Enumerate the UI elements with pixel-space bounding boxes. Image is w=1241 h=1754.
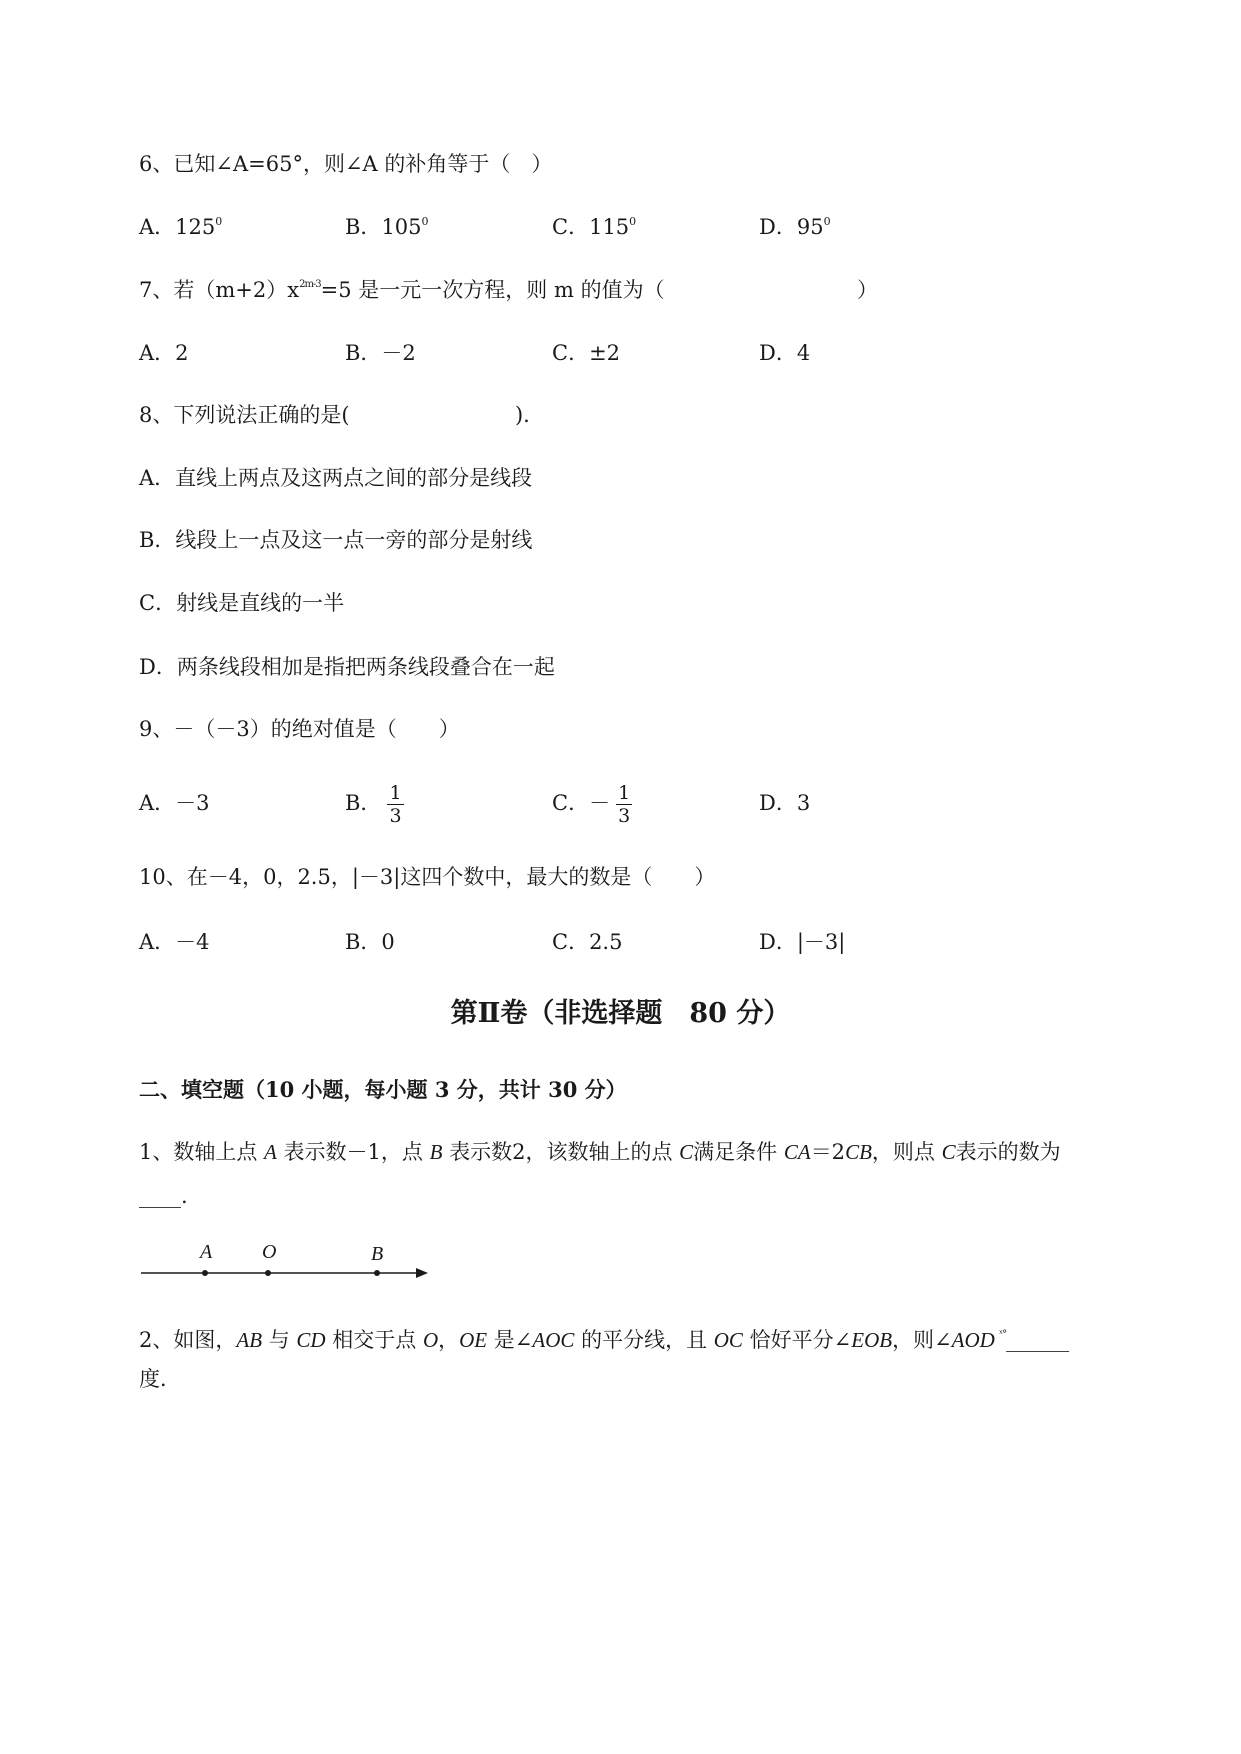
- text: 是: [487, 1328, 515, 1352]
- question-10-option-b: B．0: [345, 930, 395, 954]
- option-label: C．: [552, 215, 590, 239]
- angle-label: ∠AOD: [934, 1328, 995, 1352]
- fraction-denominator: 3: [618, 805, 631, 827]
- question-10-stem: 10、在－4，0，2.5，|－3|这四个数中，最大的数是（ ）: [139, 865, 716, 889]
- text: 与: [262, 1328, 297, 1352]
- point-a-label: A: [200, 1241, 213, 1263]
- line-label: CD: [296, 1328, 326, 1352]
- angle-label: ∠AOC: [514, 1328, 575, 1352]
- text: ，则点: [871, 1140, 942, 1164]
- question-6-option-d: [759, 215, 831, 239]
- text: ＝2: [810, 1140, 846, 1164]
- fraction: [387, 782, 403, 827]
- question-7-close-paren: ）: [857, 278, 878, 302]
- question-7-option-a: A．2: [139, 341, 189, 365]
- question-7-option-c: C．±2: [552, 341, 621, 365]
- option-label: D．: [759, 215, 797, 239]
- fill-question-1-stem: [139, 1140, 1061, 1164]
- question-6-stem: 6、已知∠A=65°，则∠A 的补角等于（ ）: [139, 152, 553, 176]
- garbled-mark: ˣ°: [998, 1329, 1007, 1340]
- question-8-option-b: B．线段上一点及这一点一旁的部分是射线: [139, 528, 533, 552]
- point-label: O: [422, 1328, 439, 1352]
- text: 的平分线，且: [574, 1328, 714, 1352]
- option-label: C．－: [552, 791, 611, 815]
- fraction: [616, 782, 632, 827]
- point-o-dot: [265, 1270, 271, 1276]
- point-label: A: [264, 1140, 277, 1164]
- question-10-option-d: D．|－3|: [759, 930, 846, 954]
- question-8-stem: 8、下列说法正确的是(: [139, 403, 350, 427]
- question-6-option-b: [345, 215, 429, 239]
- point-label: C: [941, 1140, 956, 1164]
- ray-label: OC: [713, 1328, 743, 1352]
- point-b-dot: [374, 1270, 380, 1276]
- text: 满足条件: [693, 1140, 784, 1164]
- question-8-option-a: A．直线上两点及这两点之间的部分是线段: [139, 466, 533, 490]
- degree-sup: 0: [823, 215, 831, 228]
- angle-label: ∠EOB: [833, 1328, 893, 1352]
- text: 恰好平分: [742, 1328, 834, 1352]
- option-value: 105: [381, 215, 422, 239]
- fraction-numerator: 1: [618, 782, 631, 804]
- point-label: B: [429, 1140, 443, 1164]
- question-9-option-b: [345, 770, 404, 836]
- option-label: B．: [345, 791, 382, 815]
- text: 表示数－1，点: [276, 1140, 430, 1164]
- question-9-stem: 9、－（－3）的绝对值是（ ）: [139, 717, 460, 741]
- option-value: 115: [589, 215, 630, 239]
- degree-sup: 0: [421, 215, 429, 228]
- number-line-figure: [130, 1238, 440, 1288]
- degree-sup: 0: [629, 215, 637, 228]
- question-10-option-a: A．－4: [139, 930, 210, 954]
- question-8-option-c: C．射线是直线的一半: [139, 591, 345, 615]
- question-7-stem: [139, 278, 665, 302]
- question-9-option-d: D．3: [759, 791, 811, 815]
- point-o-label: O: [262, 1241, 277, 1263]
- option-value: 95: [796, 215, 824, 239]
- answer-blank: ______: [1006, 1328, 1070, 1352]
- point-label: C: [679, 1140, 694, 1164]
- question-6-option-c: [552, 215, 636, 239]
- question-7-option-b: B．－2: [345, 341, 416, 365]
- text: 表示的数为: [955, 1140, 1061, 1164]
- text: 2、如图，: [139, 1328, 237, 1352]
- text: 表示数2，该数轴上的点: [442, 1140, 680, 1164]
- text: 1、数轴上点: [139, 1140, 265, 1164]
- text: ，: [438, 1328, 460, 1352]
- segment-label: CA: [783, 1140, 811, 1164]
- line-label: AB: [236, 1328, 263, 1352]
- question-7-option-d: D．4: [759, 341, 811, 365]
- segment-label: CB: [845, 1140, 872, 1164]
- stem-before: 7、若（m+2）x: [139, 278, 300, 302]
- fraction-denominator: 3: [389, 805, 402, 827]
- question-9-option-c: [552, 770, 632, 836]
- ray-label: OE: [459, 1328, 488, 1352]
- question-8-option-d: D．两条线段相加是指把两条线段叠合在一起: [139, 655, 555, 679]
- point-b-label: B: [371, 1243, 384, 1265]
- option-label: A．: [139, 215, 176, 239]
- question-6-option-a: [139, 215, 222, 239]
- text: ，则: [892, 1328, 935, 1352]
- degree-sup: 0: [215, 215, 223, 228]
- fraction-numerator: 1: [389, 782, 402, 804]
- point-a-dot: [202, 1270, 208, 1276]
- part-2-title: 第Ⅱ卷（非选择题 80 分）: [450, 998, 791, 1029]
- fill-question-1-blank: ____.: [139, 1184, 188, 1208]
- section-header: 二、填空题（10 小题，每小题 3 分，共计 30 分）: [139, 1077, 627, 1102]
- fill-question-2-stem: [139, 1328, 1069, 1352]
- text: 相交于点: [325, 1328, 423, 1352]
- question-9-option-a: A．－3: [139, 791, 210, 815]
- arrow-icon: [416, 1268, 428, 1278]
- question-10-option-c: C．2.5: [552, 930, 623, 954]
- option-value: 125: [175, 215, 216, 239]
- exponent: 2m-3: [299, 279, 321, 290]
- fill-question-2-unit: 度．: [139, 1367, 181, 1391]
- stem-after: =5 是一元一次方程，则 m 的值为（: [320, 278, 665, 302]
- option-label: B．: [345, 215, 382, 239]
- question-8-close-paren: )．: [515, 403, 545, 427]
